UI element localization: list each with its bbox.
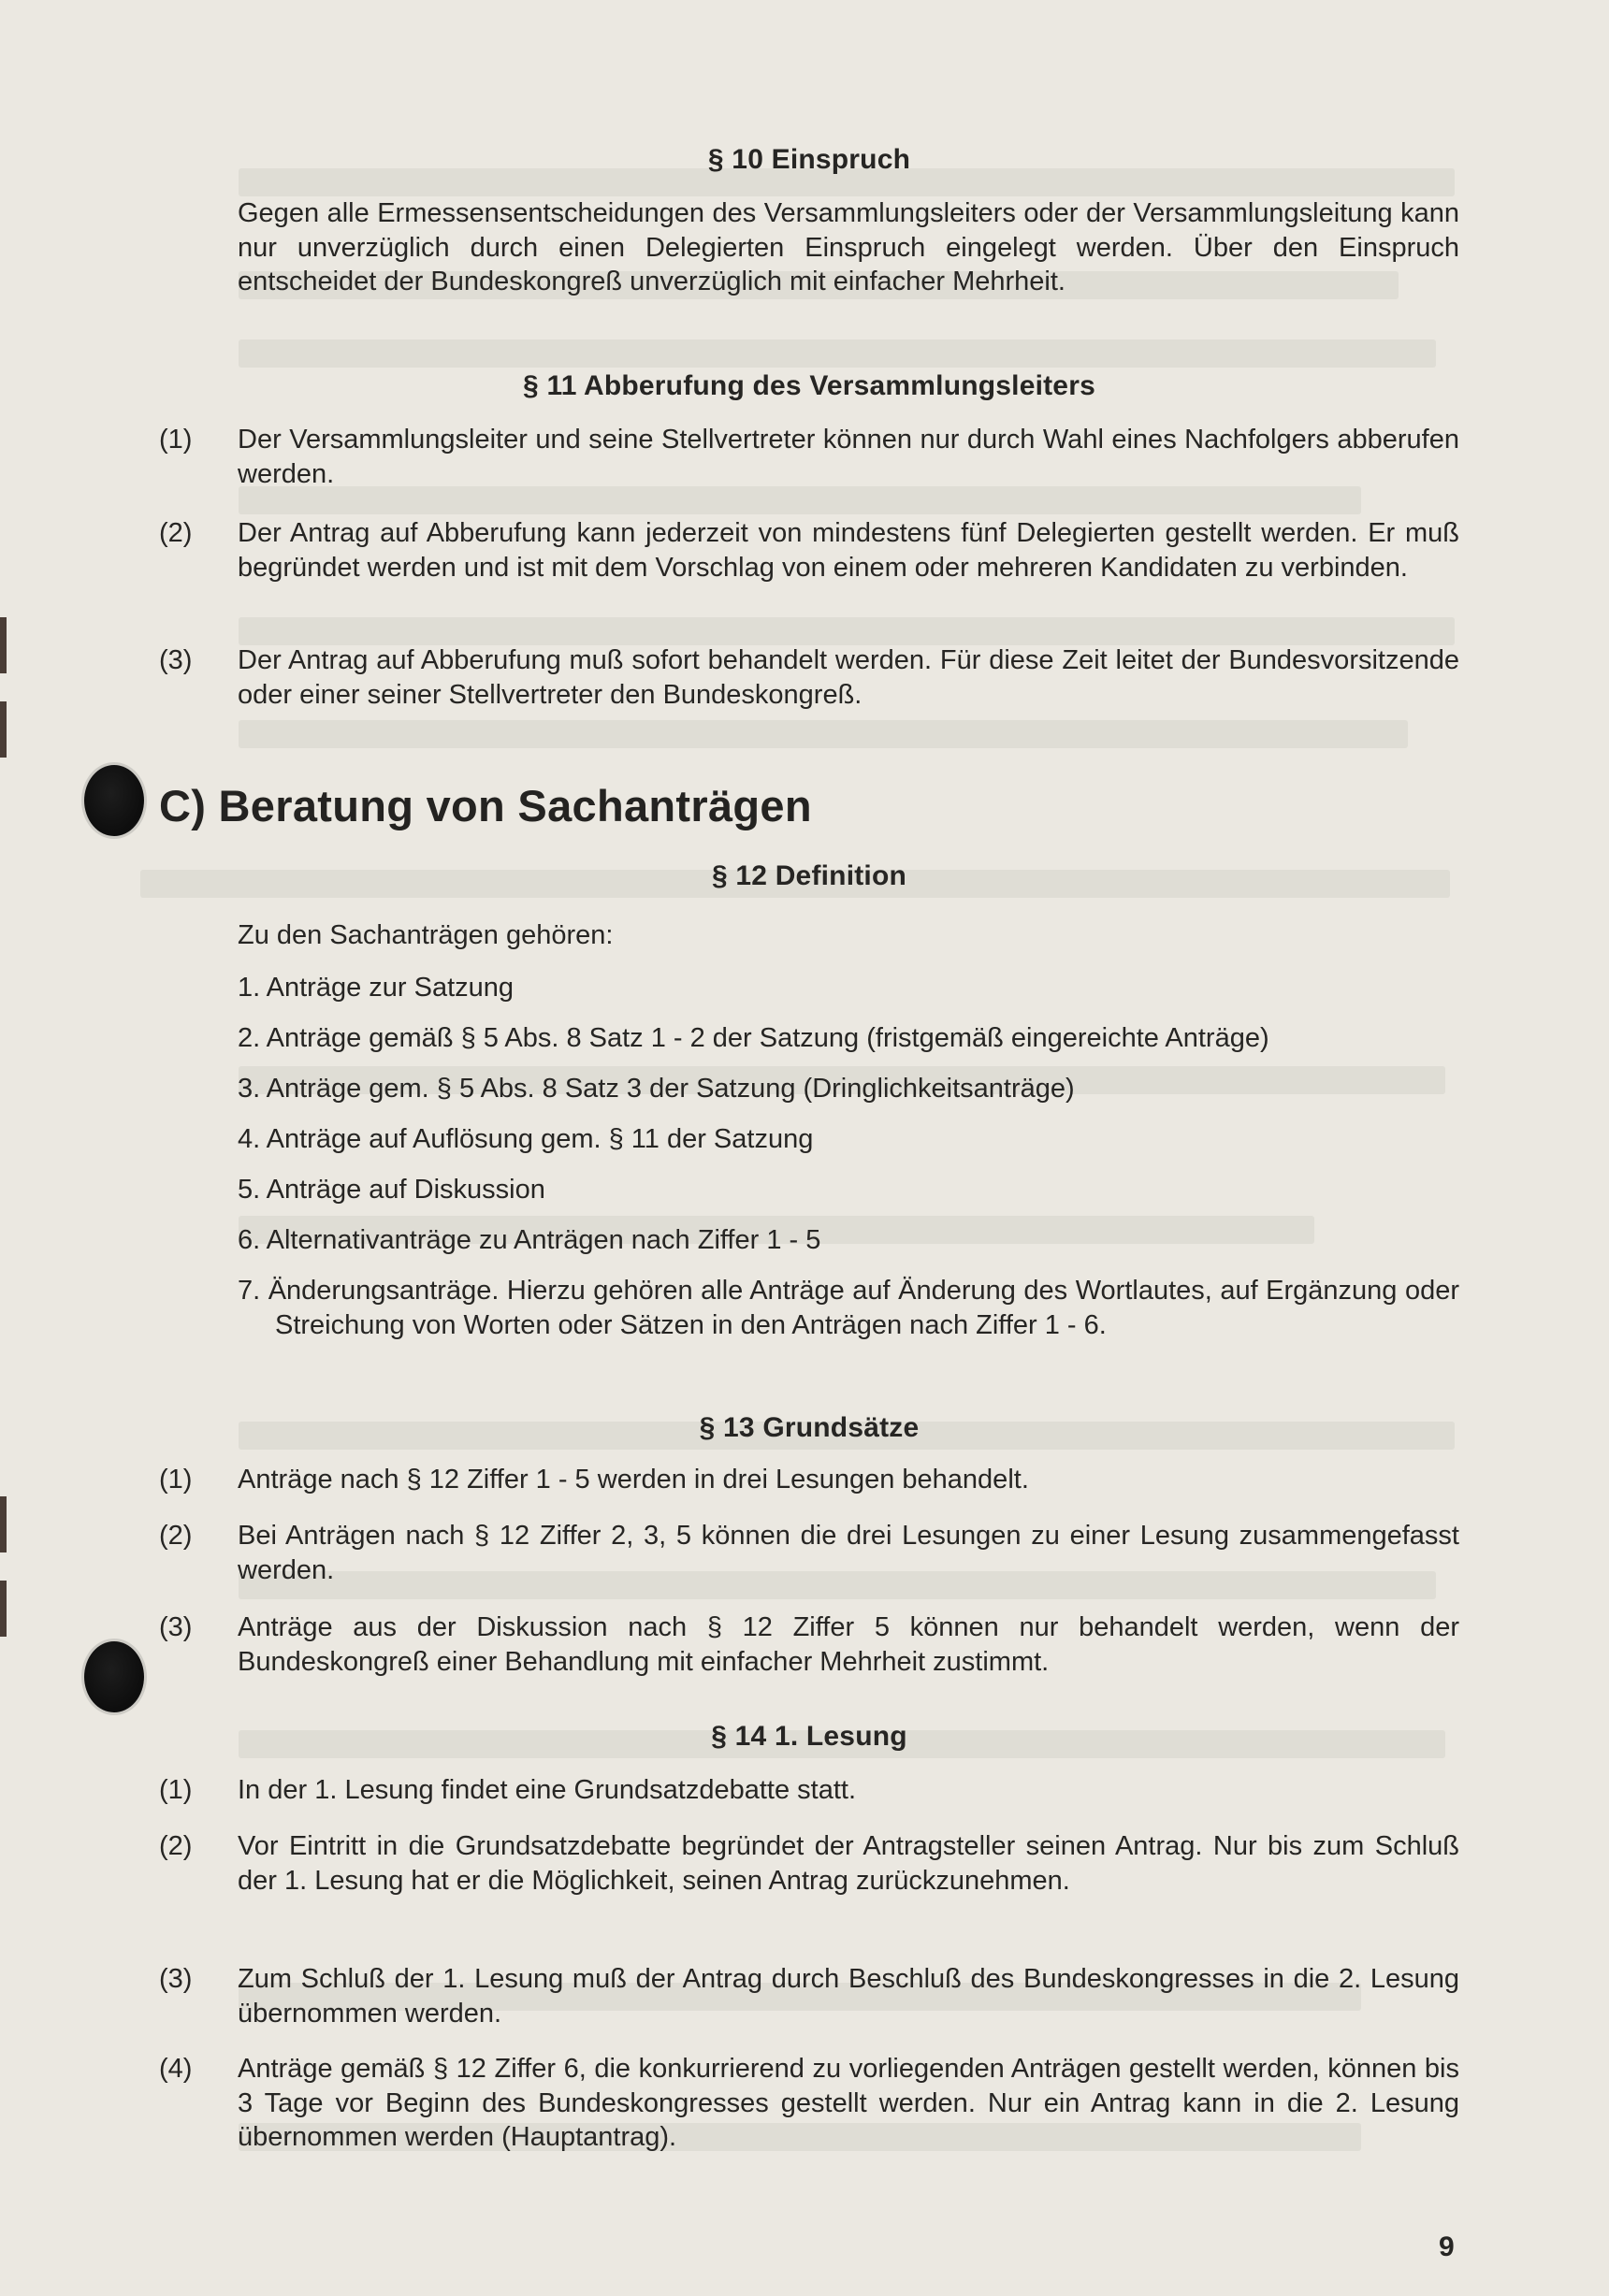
section-11-item-1-text: Der Versammlungsleiter und seine Stellvertreter können nur durch Wahl eines Nachfolgers abberufen werden. xyxy=(238,425,1459,489)
section-10-heading: § 10 Einspruch xyxy=(707,144,911,175)
section-14-item-3-number: (3) xyxy=(159,1964,193,1994)
section-12-list-item-2: 2. Anträge gemäß § 5 Abs. 8 Satz 1 - 2 der Satzung (fristgemäß eingereichte Anträge) xyxy=(238,1023,1269,1053)
section-12-intro: Zu den Sachanträgen gehören: xyxy=(238,920,614,950)
section-13-item-3-text: Anträge aus der Diskussion nach § 12 Ziffer 5 können nur behandelt werden, wenn der Bundeskongreß einer Behandlung mit einfacher Mehrheit zustimmt. xyxy=(238,1612,1459,1677)
section-14-item-4-number: (4) xyxy=(159,2054,193,2084)
section-12-list-item-7: 7. Änderungsanträge. Hierzu gehören alle Anträge auf Änderung des Wortlautes, auf Ergänzung oder Streichung von Worten oder Sätzen in den Anträgen nach Ziffer 1 - 6. xyxy=(238,1276,1459,1340)
section-13-heading: § 13 Grundsätze xyxy=(699,1412,920,1443)
section-13-item-1-text: Anträge nach § 12 Ziffer 1 - 5 werden in drei Lesungen behandelt. xyxy=(238,1465,1029,1495)
section-12-list-item-5: 5. Anträge auf Diskussion xyxy=(238,1175,545,1205)
section-10-text: Gegen alle Ermessensentscheidungen des Versammlungsleiters oder der Versammlungsleitung kann nur unverzüglich durch einen Delegierten Einspruch eingelegt werden. Über den Einspruch entscheidet der Bundeskongreß unverzüglich mit einfacher Mehrheit. xyxy=(238,198,1459,296)
section-12-list-item-6: 6. Alternativanträge zu Anträgen nach Ziffer 1 - 5 xyxy=(238,1225,821,1255)
section-11-heading: § 11 Abberufung des Versammlungsleiters xyxy=(523,370,1095,401)
section-13-item-1-number: (1) xyxy=(159,1465,193,1495)
section-13-item-3-number: (3) xyxy=(159,1612,193,1642)
binder-hole-top xyxy=(84,765,144,836)
section-14-item-3-text: Zum Schluß der 1. Lesung muß der Antrag durch Beschluß des Bundeskongresses in die 2. Lesung übernommen werden. xyxy=(238,1964,1459,2029)
edge-tab xyxy=(0,617,7,673)
section-11-item-3-text: Der Antrag auf Abberufung muß sofort behandelt werden. Für diese Zeit leitet der Bundesvorsitzende oder einer seiner Stellvertreter den Bundeskongreß. xyxy=(238,645,1459,710)
section-13-item-2-text: Bei Anträgen nach § 12 Ziffer 2, 3, 5 können die drei Lesungen zu einer Lesung zusammengefasst werden. xyxy=(238,1521,1459,1585)
page-number: 9 xyxy=(1439,2231,1455,2262)
section-12-list-item-1: 1. Anträge zur Satzung xyxy=(238,973,515,1003)
section-11-item-2-number: (2) xyxy=(159,518,193,548)
section-11-item-1-number: (1) xyxy=(159,425,193,455)
section-14-heading: § 14 1. Lesung xyxy=(711,1721,907,1752)
edge-tab xyxy=(0,1581,7,1637)
section-14-item-4-text: Anträge gemäß § 12 Ziffer 6, die konkurrierend zu vorliegenden Anträgen gestellt werden, können bis 3 Tage vor Beginn des Bundeskongresses gestellt werden. Nur ein Antrag kann in die 2. Lesung übernommen werden (Hauptantrag). xyxy=(238,2054,1459,2152)
edge-tab xyxy=(0,1496,7,1552)
section-14-item-1-number: (1) xyxy=(159,1775,193,1805)
section-12-list-item-3: 3. Anträge gem. § 5 Abs. 8 Satz 3 der Satzung (Dringlichkeitsanträge) xyxy=(238,1074,1075,1104)
chapter-c-heading: C) Beratung von Sachanträgen xyxy=(159,781,812,830)
section-12-heading: § 12 Definition xyxy=(711,860,907,891)
section-11-item-3-number: (3) xyxy=(159,645,193,675)
section-14-item-2-number: (2) xyxy=(159,1831,193,1861)
section-12-list-item-4: 4. Anträge auf Auflösung gem. § 11 der Satzung xyxy=(238,1124,814,1154)
section-13-item-2-number: (2) xyxy=(159,1521,193,1551)
section-14-item-2-text: Vor Eintritt in die Grundsatzdebatte begründet der Antragsteller seinen Antrag. Nur bis zum Schluß der 1. Lesung hat er die Möglichkeit, seinen Antrag zurückzunehmen. xyxy=(238,1831,1459,1896)
binder-hole-bottom xyxy=(84,1641,144,1712)
section-14-item-1-text: In der 1. Lesung findet eine Grundsatzdebatte statt. xyxy=(238,1775,856,1805)
section-11-item-2-text: Der Antrag auf Abberufung kann jederzeit von mindestens fünf Delegierten gestellt werden. Er muß begründet werden und ist mit dem Vorschlag von einem oder mehreren Kandidaten zu verbinden. xyxy=(238,518,1459,583)
edge-tab xyxy=(0,701,7,758)
